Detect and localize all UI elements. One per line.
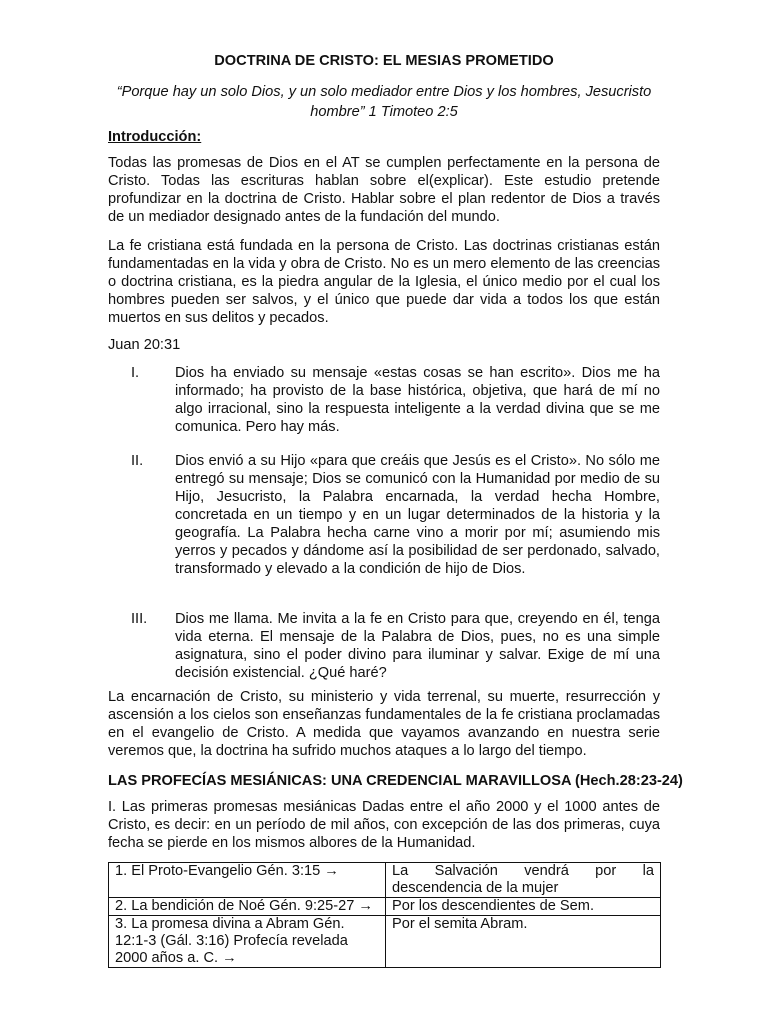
intro-paragraph-1: Todas las promesas de Dios en el AT se cumplen perfectamente en la persona de Cristo. Todas las escrituras hablan sobre el(explicar). Este estudio pretende profundizar en la doctrina de Cristo. Hablar sobre el plan redentor de Dios a través de un mediador designado antes de la fundación del mundo. — [108, 155, 660, 225]
list-number-1: I. — [131, 365, 140, 381]
list-item-3: Dios me llama. Me invita a la fe en Cristo para que, creyendo en él, tenga vida eterna. El mensaje de la Palabra de Dios, pues, no es una simple asignatura, sino el poder divino para iluminar y salvar. Exige de mí una decisión existencial. ¿Qué haré? — [175, 611, 660, 681]
section-paragraph: I. Las primeras promesas mesiánicas Dadas entre el año 2000 y el 1000 antes de Cristo, es decir: en un período de mil años, con excepción de las dos primeras, cuya fecha se pierde en los mismos albores de la Humanidad. — [108, 799, 660, 851]
table-cell: 3. La promesa divina a Abram Gén. 12:1-3 (Gál. 3:16) Profecía revelada 2000 años a. C. → — [109, 916, 386, 968]
document-title: DOCTRINA DE CRISTO: EL MESIAS PROMETIDO — [214, 53, 554, 69]
list-item-1: Dios ha enviado su mensaje «estas cosas se han escrito». Dios me ha informado; ha provisto de la base histórica, objetiva, que hará de mí no algo irracional, sino la respuesta inteligente a la verdad divina que se me comunica. Pero hay más. — [175, 365, 660, 435]
table-cell: 1. El Proto-Evangelio Gén. 3:15 → — [109, 863, 386, 898]
list-number-2: II. — [131, 453, 144, 469]
section-heading: LAS PROFECÍAS MESIÁNICAS: UNA CREDENCIAL MARAVILLOSA (Hech.28:23-24) — [108, 773, 683, 789]
intro-paragraph-2: La fe cristiana está fundada en la persona de Cristo. Las doctrinas cristianas están fundamentadas en la vida y obra de Cristo. No es un mero elemento de las creencias o doctrina cristiana, es la piedra angular de la Iglesia, el único medio por el cual los hombres pueden ser salvos, y el único que puede dar vida a todos los que están muertos en sus delitos y pecados. — [108, 238, 660, 326]
intro-heading: Introducción: — [108, 129, 202, 145]
closing-paragraph: La encarnación de Cristo, su ministerio y vida terrenal, su muerte, resurrección y ascensión a los cielos son enseñanzas fundamentales de la fe cristiana proclamadas en el evangelio de Cristo. A medida que vayamos avanzando en nuestra serie veremos que, la doctrina ha sufrido muchos ataques a lo largo del tiempo. — [108, 689, 660, 759]
list-number-3: III. — [131, 611, 148, 627]
scripture-reference: Juan 20:31 — [108, 337, 181, 353]
table-row — [109, 863, 661, 898]
table-cell: La Salvación vendrá por la descendencia de la mujer — [386, 863, 661, 898]
prophecy-table — [108, 862, 661, 968]
epigraph-quote: “Porque hay un solo Dios, y un solo mediador entre Dios y los hombres, Jesucristo hombre” 1 Timoteo 2:5 — [116, 84, 652, 120]
table-row — [109, 916, 661, 968]
list-item-2: Dios envió a su Hijo «para que creáis que Jesús es el Cristo». No sólo me entregó su mensaje; Dios se comunicó con la Humanidad por medio de su Hijo, Jesucristo, la Palabra encarnada, la verdad hecha Hombre, concretada en un tiempo y en un lugar determinados de la historia y la geografía. La Palabra hecha carne vino a morir por mí; asumiendo mis yerros y pecados y dándome así la posibilidad de ser perdonado, salvado, transformado y elevado a la condición de hijo de Dios. — [175, 453, 660, 577]
table-row — [109, 898, 661, 916]
table-cell: 2. La bendición de Noé Gén. 9:25-27 → — [109, 898, 386, 916]
table-cell: Por el semita Abram. — [386, 916, 661, 968]
table-cell: Por los descendientes de Sem. — [386, 898, 661, 916]
